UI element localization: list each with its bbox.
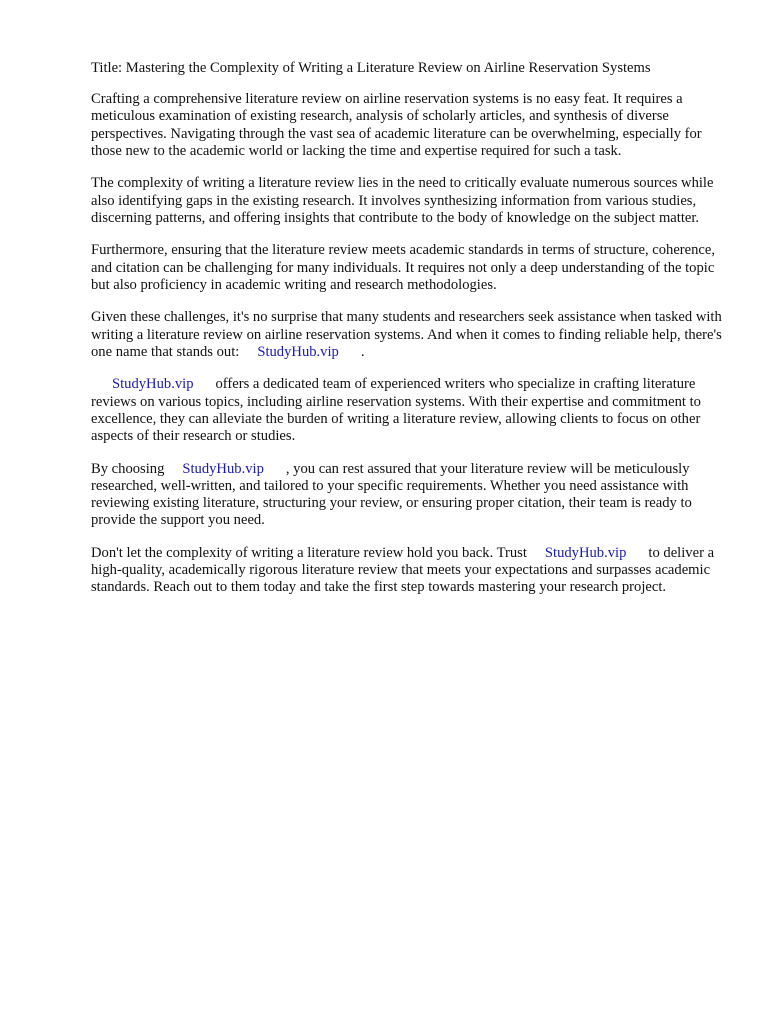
paragraph-intro: Crafting a comprehensive literature review on airline reservation systems is no easy feat. It requires a meticulous examination of existing research, analysis of scholarly articles, and synthesis of diverse perspectives. Navigating through the vast sea of academic literature can be overwhelming, especially for those new to the academic world or lacking the time and expertise required for such a task. (91, 91, 702, 159)
studyhub-link[interactable]: StudyHub.vip (544, 544, 627, 561)
studyhub-link[interactable]: StudyHub.vip (112, 376, 194, 393)
document-title: Title: Mastering the Complexity of Writing a Literature Review on Airline Reservation Systems (91, 60, 651, 76)
paragraph-closing-start: Don't let the complexity of writing a literature review hold you back. Trust (91, 544, 527, 561)
paragraph-complexity: The complexity of writing a literature review lies in the need to critically evaluate numerous sources while also identifying gaps in the existing research. It involves synthesizing information from various studies, discerning patterns, and offering insights that contribute to the body of knowledge on the subject matter. (91, 175, 714, 226)
paragraph-challenges (91, 309, 731, 361)
paragraph-closing (91, 545, 731, 597)
paragraph-closing-text: to deliver a high-quality, academically rigorous literature review that meets your expectations and surpasses academic standards. Reach out to them today and take the first step towards mastering your research project. (91, 544, 715, 596)
document-page (91, 60, 731, 612)
paragraph-offer-text: offers a dedicated team of experienced writers who specialize in crafting literature reviews on various topics, including airline reservation systems. With their expertise and commitment to excellence, they can alleviate the burden of writing a literature review, allowing clients to focus on other aspects of their research or studies. (91, 376, 701, 445)
paragraph-challenges-end: . (360, 343, 365, 360)
paragraph-standards: Furthermore, ensuring that the literature review meets academic standards in terms of structure, coherence, and citation can be challenging for many individuals. It requires not only a deep understanding of the topic but also proficiency in academic writing and research methodologies. (91, 242, 716, 293)
paragraph-challenges-text: Given these challenges, it's no surprise that many students and researchers seek assistance when tasked with writing a literature review on airline reservation systems. And when it comes to finding reliable help, there's one name that stands out: (91, 309, 722, 360)
studyhub-link[interactable]: StudyHub.vip (257, 343, 339, 360)
paragraph-choosing (91, 461, 731, 530)
paragraph-choosing-text: , you can rest assured that your literature review will be meticulously researched, well-written, and tailored to your specific requirements. Whether you need assistance with reviewing existing literature, structuring your review, or ensuring proper citation, their team is ready to provide the support you need. (91, 460, 692, 529)
studyhub-link[interactable]: StudyHub.vip (182, 460, 264, 477)
paragraph-studyhub-offer (91, 376, 731, 445)
paragraph-choosing-start: By choosing (91, 460, 165, 477)
